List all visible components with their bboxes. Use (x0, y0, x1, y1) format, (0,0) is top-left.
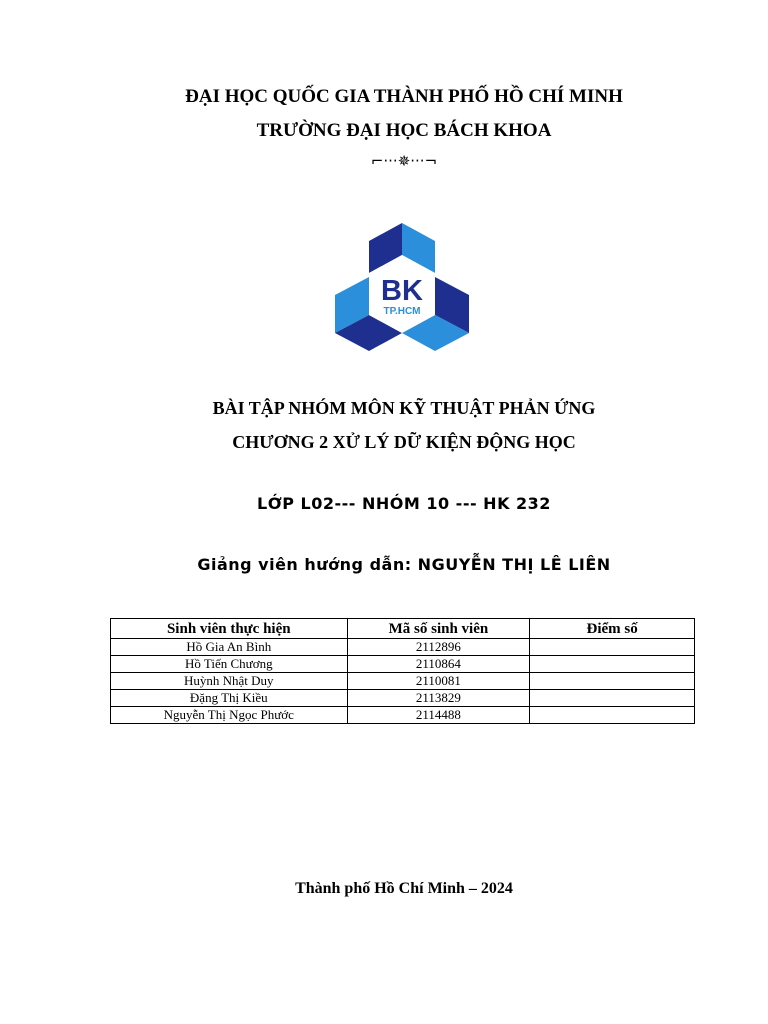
table-header-row (111, 619, 695, 639)
students-table (110, 618, 695, 724)
student-name-cell: Hồ Gia An Bình (111, 639, 348, 656)
student-id-cell: 2110081 (347, 673, 530, 690)
student-id-cell: 2113829 (347, 690, 530, 707)
university-name: ĐẠI HỌC QUỐC GIA THÀNH PHỐ HỒ CHÍ MINH (185, 86, 623, 107)
student-score-cell (530, 656, 695, 673)
student-score-cell (530, 690, 695, 707)
student-id-cell: 2114488 (347, 707, 530, 724)
logo-sub-text: TP.HCM (383, 306, 421, 317)
student-score-cell (530, 707, 695, 724)
table-row (111, 690, 695, 707)
footer-place-year: Thành phố Hồ Chí Minh – 2024 (295, 880, 513, 897)
header-score: Điểm số (530, 619, 695, 639)
header-student-id: Mã số sinh viên (347, 619, 530, 639)
student-score-cell (530, 639, 695, 656)
student-name-cell: Huỳnh Nhật Duy (111, 673, 348, 690)
logo-bk-text: BK (381, 275, 423, 307)
instructor-line: Giảng viên hướng dẫn: NGUYỄN THỊ LÊ LIÊN (197, 555, 611, 574)
assignment-title: BÀI TẬP NHÓM MÔN KỸ THUẬT PHẢN ỨNG (212, 398, 596, 418)
school-name: TRƯỜNG ĐẠI HỌC BÁCH KHOA (256, 120, 552, 141)
student-score-cell (530, 673, 695, 690)
student-name-cell: Nguyễn Thị Ngọc Phước (111, 707, 348, 724)
student-id-cell: 2110864 (347, 656, 530, 673)
student-id-cell: 2112896 (347, 639, 530, 656)
table-row (111, 673, 695, 690)
ornament-divider: ⌐···✵···¬ (370, 152, 438, 170)
student-name-cell: Hồ Tiến Chương (111, 656, 348, 673)
table-row (111, 639, 695, 656)
chapter-title: CHƯƠNG 2 XỬ LÝ DỮ KIỆN ĐỘNG HỌC (232, 432, 576, 452)
bk-logo (327, 219, 477, 355)
table-row (111, 707, 695, 724)
table-row (111, 656, 695, 673)
student-name-cell: Đặng Thị Kiều (111, 690, 348, 707)
header-student-name: Sinh viên thực hiện (111, 619, 348, 639)
class-info: LỚP L02--- NHÓM 10 --- HK 232 (257, 494, 551, 513)
